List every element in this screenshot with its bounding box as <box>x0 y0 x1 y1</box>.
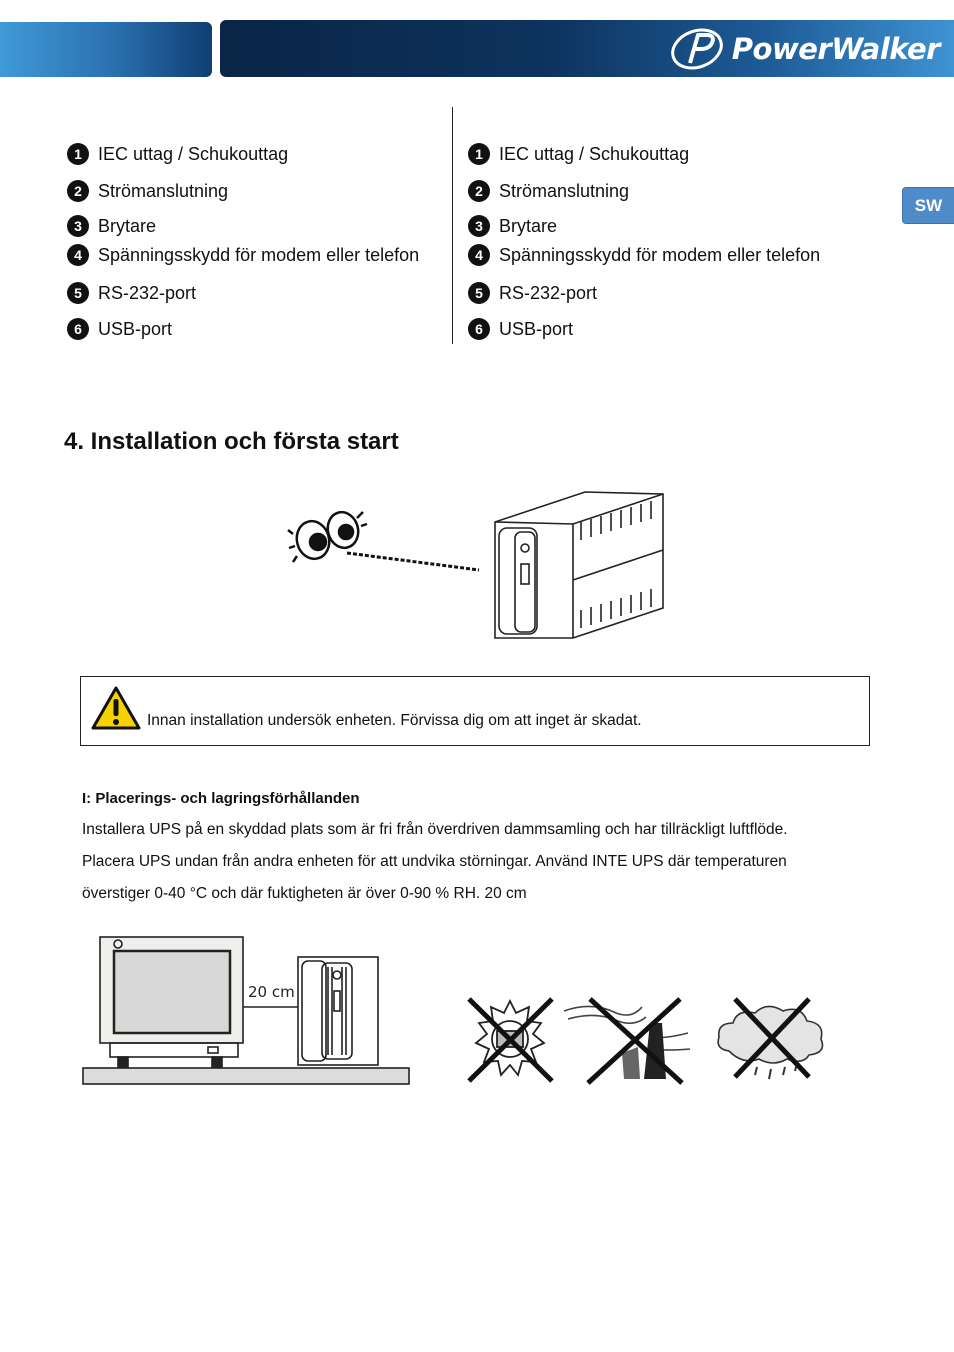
legend-item-left-1 <box>67 143 288 165</box>
number-badge: 1 <box>468 143 490 165</box>
legend-label: Spänningsskydd för modem eller telefon <box>499 244 821 265</box>
warning-text: Innan installation undersök enheten. Förvissa dig om att inget är skadat. <box>147 712 642 729</box>
legend-item-right-4 <box>468 244 820 266</box>
placement-distance-illustration <box>80 933 412 1088</box>
brand-logo <box>668 28 940 70</box>
legend-label: IEC uttag / Schukouttag <box>499 143 690 164</box>
distance-label: 20 cm <box>248 983 295 1001</box>
brand-name: PowerWalker <box>731 32 940 66</box>
sight-line <box>347 553 479 570</box>
number-badge: 3 <box>468 215 490 237</box>
legend-label: USB-port <box>98 318 173 339</box>
ups-unit <box>495 492 663 638</box>
legend-item-right-1 <box>468 143 689 165</box>
legend-label: Strömanslutning <box>499 180 630 201</box>
number-badge: 6 <box>67 318 89 340</box>
legend-item-left-3 <box>67 215 156 237</box>
legend-item-right-2 <box>468 180 629 202</box>
warning-box <box>80 676 870 746</box>
number-badge: 2 <box>67 180 89 202</box>
section-title: 4. Installation och första start <box>64 428 399 455</box>
powerwalker-logo-icon <box>668 27 726 71</box>
no-direct-sunlight-icon <box>463 993 558 1087</box>
legend-item-right-3 <box>468 215 557 237</box>
number-badge: 4 <box>67 244 89 266</box>
legend-label: Brytare <box>98 215 157 236</box>
placement-subtitle: I: Placerings- och lagringsförhållanden <box>82 790 360 807</box>
legend-label: USB-port <box>499 318 574 339</box>
placement-line-1: Installera UPS på en skyddad plats som är fri från överdriven dammsamling och har tillräckligt luftflöde. <box>82 821 788 838</box>
legend-item-left-6 <box>67 318 172 340</box>
legend-label: Brytare <box>499 215 558 236</box>
number-badge: 3 <box>67 215 89 237</box>
warning-triangle-icon <box>91 686 141 730</box>
legend-item-right-5 <box>468 282 597 304</box>
legend-label: Strömanslutning <box>98 180 229 201</box>
number-badge: 5 <box>468 282 490 304</box>
column-divider <box>452 107 453 344</box>
no-rain-icon <box>713 993 829 1087</box>
number-badge: 4 <box>468 244 490 266</box>
number-badge: 5 <box>67 282 89 304</box>
placement-line-3: överstiger 0-40 °C och där fuktigheten är över 0-90 % RH. 20 cm <box>82 885 527 902</box>
placement-line-2: Placera UPS undan från andra enheten för att undvika störningar. Använd INTE UPS där temperaturen <box>82 853 787 870</box>
legend-label: Spänningsskydd för modem eller telefon <box>98 244 420 265</box>
no-heat-source-icon <box>562 993 692 1087</box>
legend-label: RS-232-port <box>499 282 598 303</box>
legend-item-left-2 <box>67 180 228 202</box>
number-badge: 6 <box>468 318 490 340</box>
legend-label: RS-232-port <box>98 282 197 303</box>
legend-item-right-6 <box>468 318 573 340</box>
legend-item-left-4 <box>67 244 419 266</box>
number-badge: 2 <box>468 180 490 202</box>
number-badge: 1 <box>67 143 89 165</box>
inspection-illustration <box>285 488 670 658</box>
language-tab[interactable]: SW <box>902 187 954 224</box>
legend-item-left-5 <box>67 282 196 304</box>
header-accent-bar <box>0 22 212 77</box>
legend-label: IEC uttag / Schukouttag <box>98 143 289 164</box>
